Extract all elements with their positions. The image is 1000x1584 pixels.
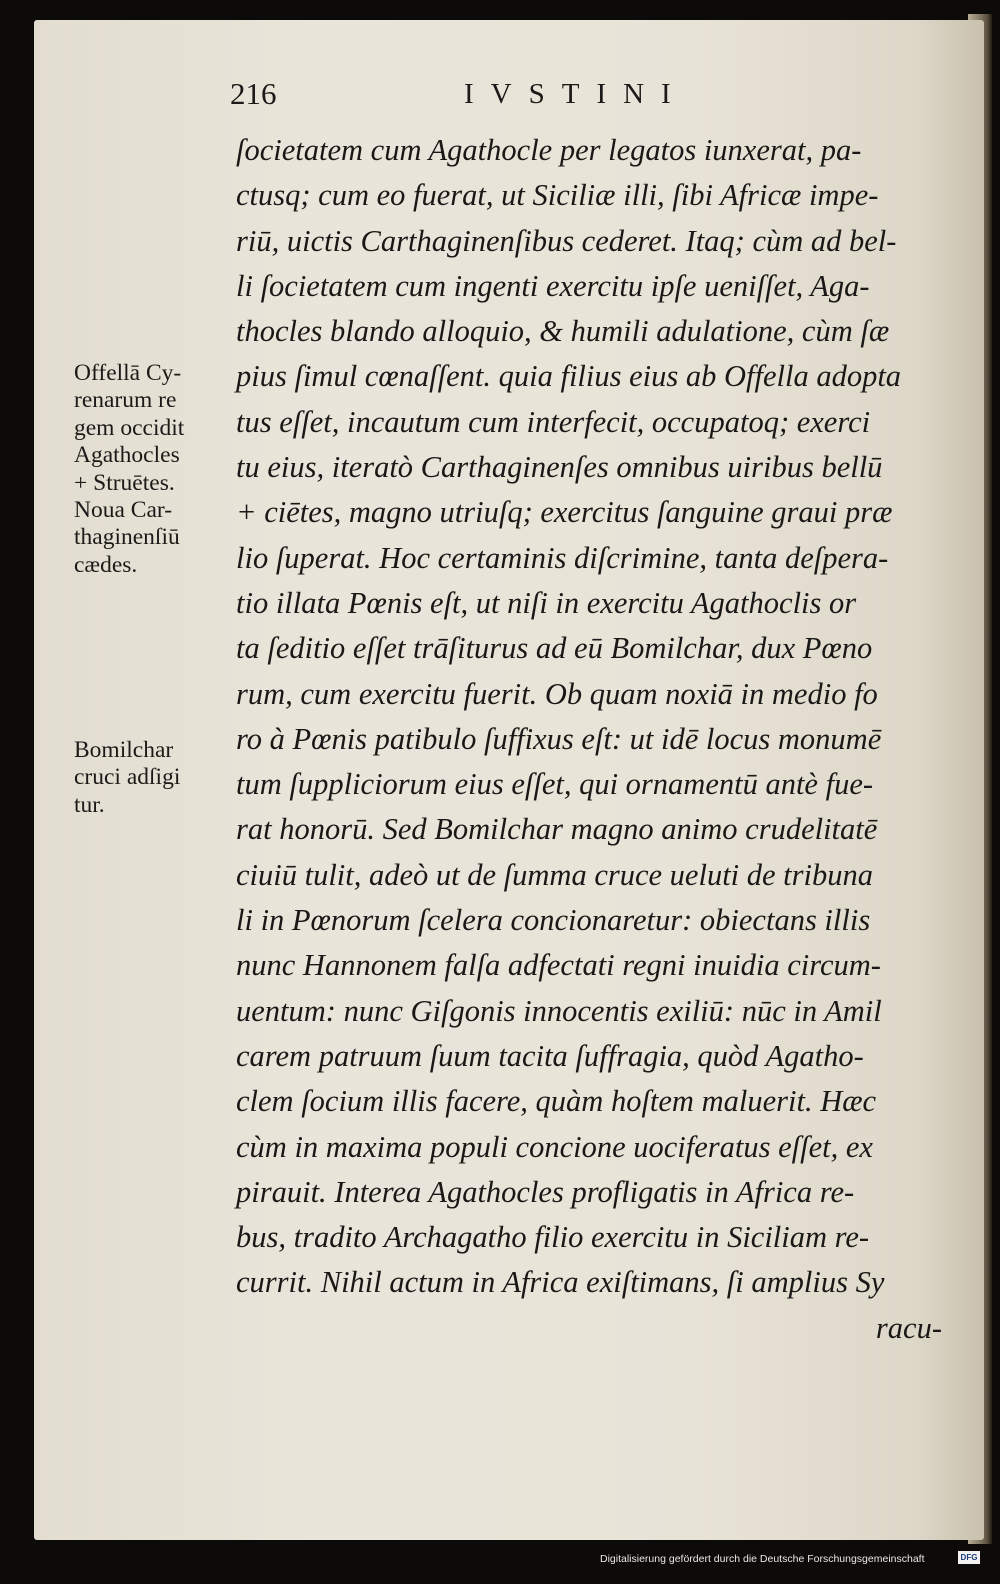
marginal-note-offella (74, 360, 238, 579)
text-line: ctusq; cum eo fuerat, ut Siciliæ illi, ſibi Africæ impe- (236, 178, 879, 213)
text-line: rum, cum exercitu fuerit. Ob quam noxiā in medio fo (236, 676, 878, 711)
text-line: li in Pœnorum ſcelera concionaretur: obiectans illis (236, 903, 871, 938)
text-line: cùm in maxima populi concione uociferatus eſſet, ex (236, 1129, 873, 1164)
text-line: lio ſuperat. Hoc certaminis diſcrimine, tanta deſpera- (236, 540, 889, 575)
marginal-note-line: + Struētes. (74, 469, 175, 496)
text-line: tio illata Pœnis eſt, ut niſi in exercitu Agathoclis or (236, 585, 857, 620)
marginal-note-line: Bomilchar (74, 737, 174, 763)
text-line: ſocietatem cum Agathocle per legatos iunxerat, pa- (236, 133, 862, 167)
text-line: uentum: nunc Giſgonis innocentis exiliū: nūc in Amil (236, 993, 882, 1028)
text-line: currit. Nihil actum in Africa exiſtimans, ſi amplius Sy (236, 1265, 885, 1300)
body-text (236, 128, 948, 1351)
marginal-note-line: cædes. (74, 551, 138, 578)
dfg-logo: DFG (958, 1551, 980, 1564)
text-line: carem patruum ſuum tacita ſuffragia, quòd Agatho- (236, 1038, 864, 1073)
text-line: tu eius, iteratò Carthaginenſes omnibus uiribus bellū (236, 450, 883, 485)
text-line: clem ſocium illis facere, quàm hoſtem maluerit. Hæc (236, 1084, 877, 1119)
text-line: ciuiū tulit, adeò ut de ſumma cruce ueluti de tribuna (236, 857, 874, 892)
text-line: li ſocietatem cum ingenti exercitu ipſe ueniſſet, Aga- (236, 268, 870, 303)
text-line: pirauit. Interea Agathocles profligatis in Africa re- (236, 1174, 855, 1209)
marginal-note-line: renarum re (74, 387, 177, 414)
text-line: rat honorū. Sed Bomilchar magno animo crudelitatē (236, 812, 878, 847)
marginal-note-line: gem occidit (74, 414, 185, 441)
marginal-note-line: Noua Car- (74, 497, 173, 524)
marginal-note-line: Offellā Cy- (74, 360, 182, 386)
text-line: tus eſſet, incautum cum interfecit, occupatoq; exerci (236, 404, 871, 439)
page-number: 216 (230, 76, 277, 111)
catchword: racu- (875, 1310, 942, 1345)
text-line: nunc Hannonem falſa adfectati regni inuidia circum- (236, 948, 881, 983)
marginal-note-line: thaginenſiū (74, 524, 180, 551)
digitization-credit: Digitalisierung gefördert durch die Deutsche Forschungsgemeinschaft (600, 1553, 925, 1565)
text-line: bus, tradito Archagatho filio exercitu in Siciliam re- (236, 1220, 870, 1255)
text-line: ro à Pœnis patibulo ſuffixus eſt: ut idē locus monumē (236, 721, 882, 756)
text-line: thocles blando alloquio, & humili adulatione, cùm ſæ (236, 314, 890, 349)
marginal-note-bomilchar (74, 737, 238, 819)
text-line: pius ſimul cœnaſſent. quia filius eius ab Offella adopta (236, 359, 902, 394)
text-line: + ciētes, magno utriuſq; exercitus ſanguine graui præ (236, 495, 893, 530)
text-line: tum ſuppliciorum eius eſſet, qui ornamentū antè fue- (236, 767, 874, 802)
marginal-note-line: Agathocles (74, 442, 180, 469)
marginal-note-line: cruci adſigi (74, 764, 181, 791)
marginal-note-line: tur. (74, 791, 105, 818)
text-line: ta ſeditio eſſet trāſiturus ad eū Bomilchar, dux Pœno (236, 631, 873, 666)
running-head: IVSTINI (464, 78, 688, 110)
text-line: riū, uictis Carthaginenſibus cederet. Itaq; cùm ad bel- (236, 223, 897, 258)
